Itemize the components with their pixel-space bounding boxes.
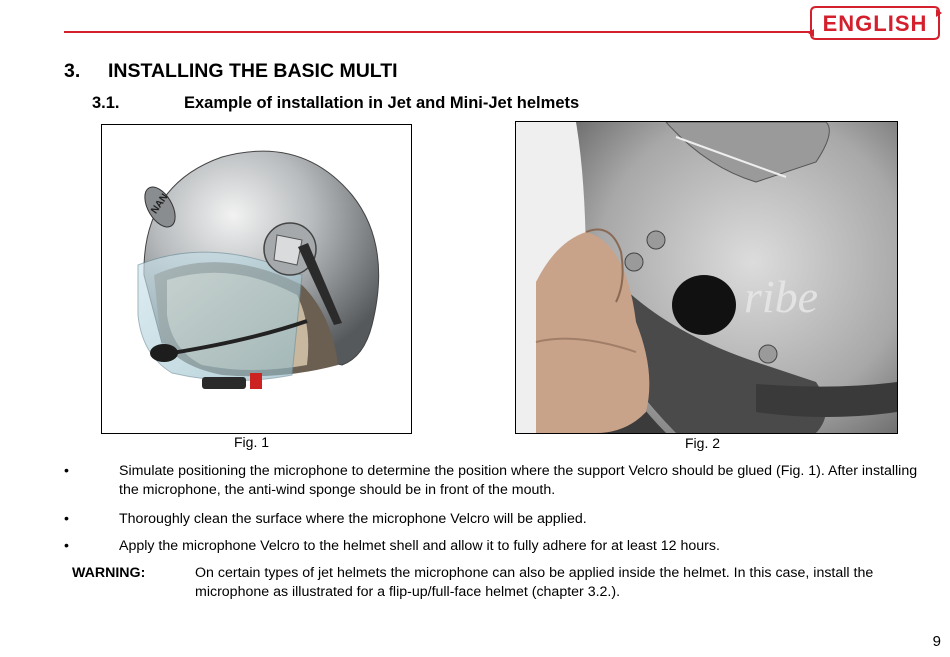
- helmet-graphic-text: ribe: [744, 271, 819, 322]
- warning-note: [72, 564, 940, 602]
- bullet-marker: •: [64, 463, 69, 479]
- figure-2-closeup-image: [515, 121, 898, 434]
- bullet-marker: •: [64, 511, 69, 527]
- subsection-number: 3.1.: [92, 94, 120, 112]
- section-title: INSTALLING THE BASIC MULTI: [108, 60, 398, 82]
- list-item-text: Thoroughly clean the surface where the microphone Velcro will be applied.: [119, 511, 587, 527]
- helmet-logo-text: NAN: [149, 191, 171, 216]
- figure-2-caption: Fig. 2: [685, 435, 721, 451]
- section-number: 3.: [64, 60, 81, 82]
- list-item-text: Simulate positioning the microphone to determine the position where the support Velcro should be glued (Fig. 1). After installing the microphone, the anti-wind sponge should be in front of the mouth.: [119, 463, 918, 498]
- bullet-marker: •: [64, 538, 69, 554]
- velcro-closeup-illustration: [516, 122, 897, 433]
- helmet-illustration: [102, 125, 411, 433]
- list-item: [64, 510, 940, 529]
- header-rule: [64, 31, 812, 33]
- language-label: ENGLISH: [822, 11, 928, 36]
- warning-label: WARNING:: [72, 565, 146, 581]
- figure-1-caption: Fig. 1: [234, 434, 270, 450]
- list-item-text: Apply the microphone Velcro to the helmet shell and allow it to fully adhere for at least 12 hours.: [119, 538, 720, 554]
- warning-text: On certain types of jet helmets the microphone can also be applied inside the helmet. In this case, install the microphone as illustrated for a flip-up/full-face helmet (chapter 3.2.).: [195, 565, 874, 600]
- section-heading: [64, 60, 398, 83]
- page-number: 9: [932, 633, 941, 650]
- list-item: [64, 462, 940, 500]
- list-item: [64, 537, 940, 556]
- subsection-heading: [92, 94, 579, 113]
- figure-1-helmet-image: [101, 124, 412, 434]
- subsection-title: Example of installation in Jet and Mini-Jet helmets: [184, 94, 580, 112]
- language-badge: [808, 4, 942, 42]
